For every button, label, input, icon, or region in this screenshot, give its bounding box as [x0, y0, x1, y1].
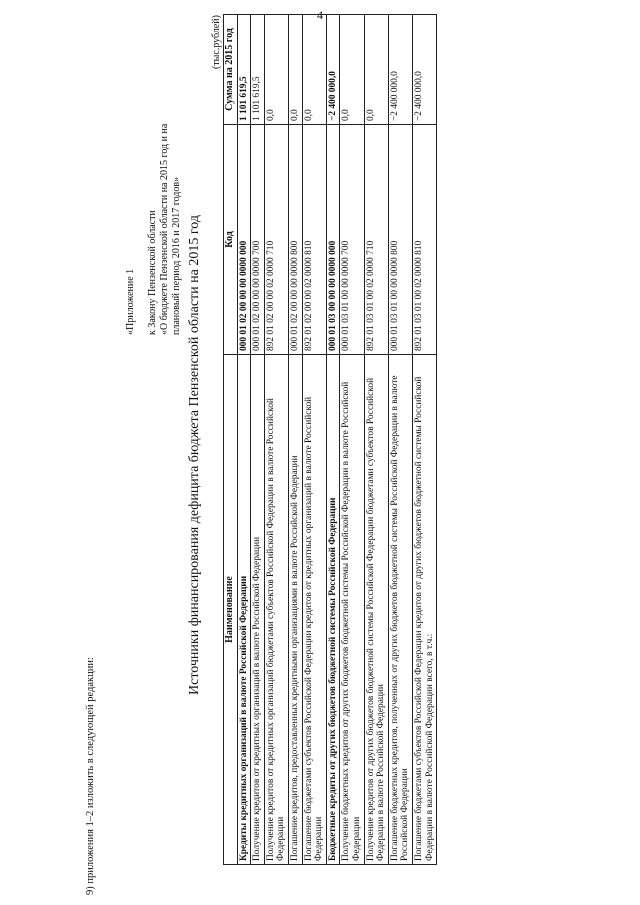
appendix-line: к Закону Пензенской области	[147, 210, 158, 335]
cell-code: 892 01 02 00 00 02 0000 710	[264, 125, 288, 355]
cell-sum: 1 101 619,5	[251, 15, 265, 125]
table-row	[340, 15, 364, 865]
appendix-title: «Приложение 1	[125, 268, 136, 335]
units-label: (тыс.рублей)	[211, 15, 222, 70]
cell-name: Погашение кредитов, предоставленных кредитными организациями в валюте Российской Федерации	[288, 355, 302, 865]
table-row	[288, 15, 302, 865]
cell-sum: 0,0	[340, 15, 364, 125]
cell-code: 000 01 03 01 00 00 0000 800	[388, 125, 412, 355]
document-title: Источники финансирования дефицита бюджета Пензенской области на 2015 год	[187, 215, 202, 695]
appendix-line: плановый период 2016 и 2017 годов»	[171, 176, 182, 335]
table-row	[237, 15, 251, 865]
cell-name: Получение кредитов от кредитных организаций бюджетами субъектов Российской Федерации в валюте Российской Федерации	[264, 355, 288, 865]
cell-name: Погашение бюджетами субъектов Российской Федерации кредитов от других бюджетов бюджетной системы Российской Федерации в валюте Российской Федерации всего, в т.ч.:	[412, 355, 436, 865]
cell-name: Получение бюджетных кредитов от других бюджетов бюджетной системы Российской Федерации в валюте Российской Федерации	[340, 355, 364, 865]
cell-sum: 0,0	[264, 15, 288, 125]
cell-sum: −2 400 000,0	[326, 15, 340, 125]
cell-code: 000 01 02 00 00 00 0000 700	[251, 125, 265, 355]
cell-code: 000 01 03 01 00 00 0000 700	[340, 125, 364, 355]
cell-code: 000 01 02 00 00 00 0000 000	[237, 125, 251, 355]
cell-sum: −2 400 000,0	[388, 15, 412, 125]
cell-sum: 0,0	[288, 15, 302, 125]
page-number: 4	[317, 8, 323, 22]
table-row	[326, 15, 340, 865]
cell-name: Получение кредитов от других бюджетов бюджетной системы Российской Федерации бюджетами субъектов Российской Федерации в валюте Российской Федерации	[364, 355, 388, 865]
cell-name: Бюджетные кредиты от других бюджетов бюджетной системы Российской Федерации	[326, 355, 340, 865]
table-row	[364, 15, 388, 865]
cell-name: Погашение бюджетных кредитов, полученных от других бюджетов бюджетной системы Российской Федерации в валюте Российской Федерации	[388, 355, 412, 865]
cell-name: Кредиты кредитных организаций в валюте Российской Федерации	[237, 355, 251, 865]
header-sum: Сумма на 2015 год	[224, 15, 238, 125]
cell-name: Погашение бюджетами субъектов Российской Федерации кредитов от кредитных организаций в валюте Российской Федерации	[302, 355, 326, 865]
table-row	[251, 15, 265, 865]
cell-code: 000 01 03 00 00 00 0000 000	[326, 125, 340, 355]
table-row	[302, 15, 326, 865]
table-header-row	[224, 15, 238, 865]
table-row	[264, 15, 288, 865]
cell-sum: 1 101 619,5	[237, 15, 251, 125]
cell-code: 892 01 03 01 00 02 0000 810	[412, 125, 436, 355]
rotated-page-content	[15, 15, 625, 895]
appendix-line: «О бюджете Пензенской области на 2015 год и на	[159, 123, 170, 335]
financing-table	[223, 14, 437, 865]
appendix-header	[125, 15, 183, 335]
cell-sum: 0,0	[302, 15, 326, 125]
cell-sum: 0,0	[364, 15, 388, 125]
table-row	[412, 15, 436, 865]
cell-code: 000 01 02 00 00 00 0000 800	[288, 125, 302, 355]
intro-text: 9) приложения 1–2 изложить в следующей редакции:	[85, 657, 96, 895]
table-row	[388, 15, 412, 865]
cell-name: Получение кредитов от кредитных организаций в валюте Российской Федерации	[251, 355, 265, 865]
cell-code: 892 01 03 01 00 02 0000 710	[364, 125, 388, 355]
cell-sum: −2 400 000,0	[412, 15, 436, 125]
cell-code: 892 01 02 00 00 02 0000 810	[302, 125, 326, 355]
header-code: Код	[224, 125, 238, 355]
header-name: Наименование	[224, 355, 238, 865]
